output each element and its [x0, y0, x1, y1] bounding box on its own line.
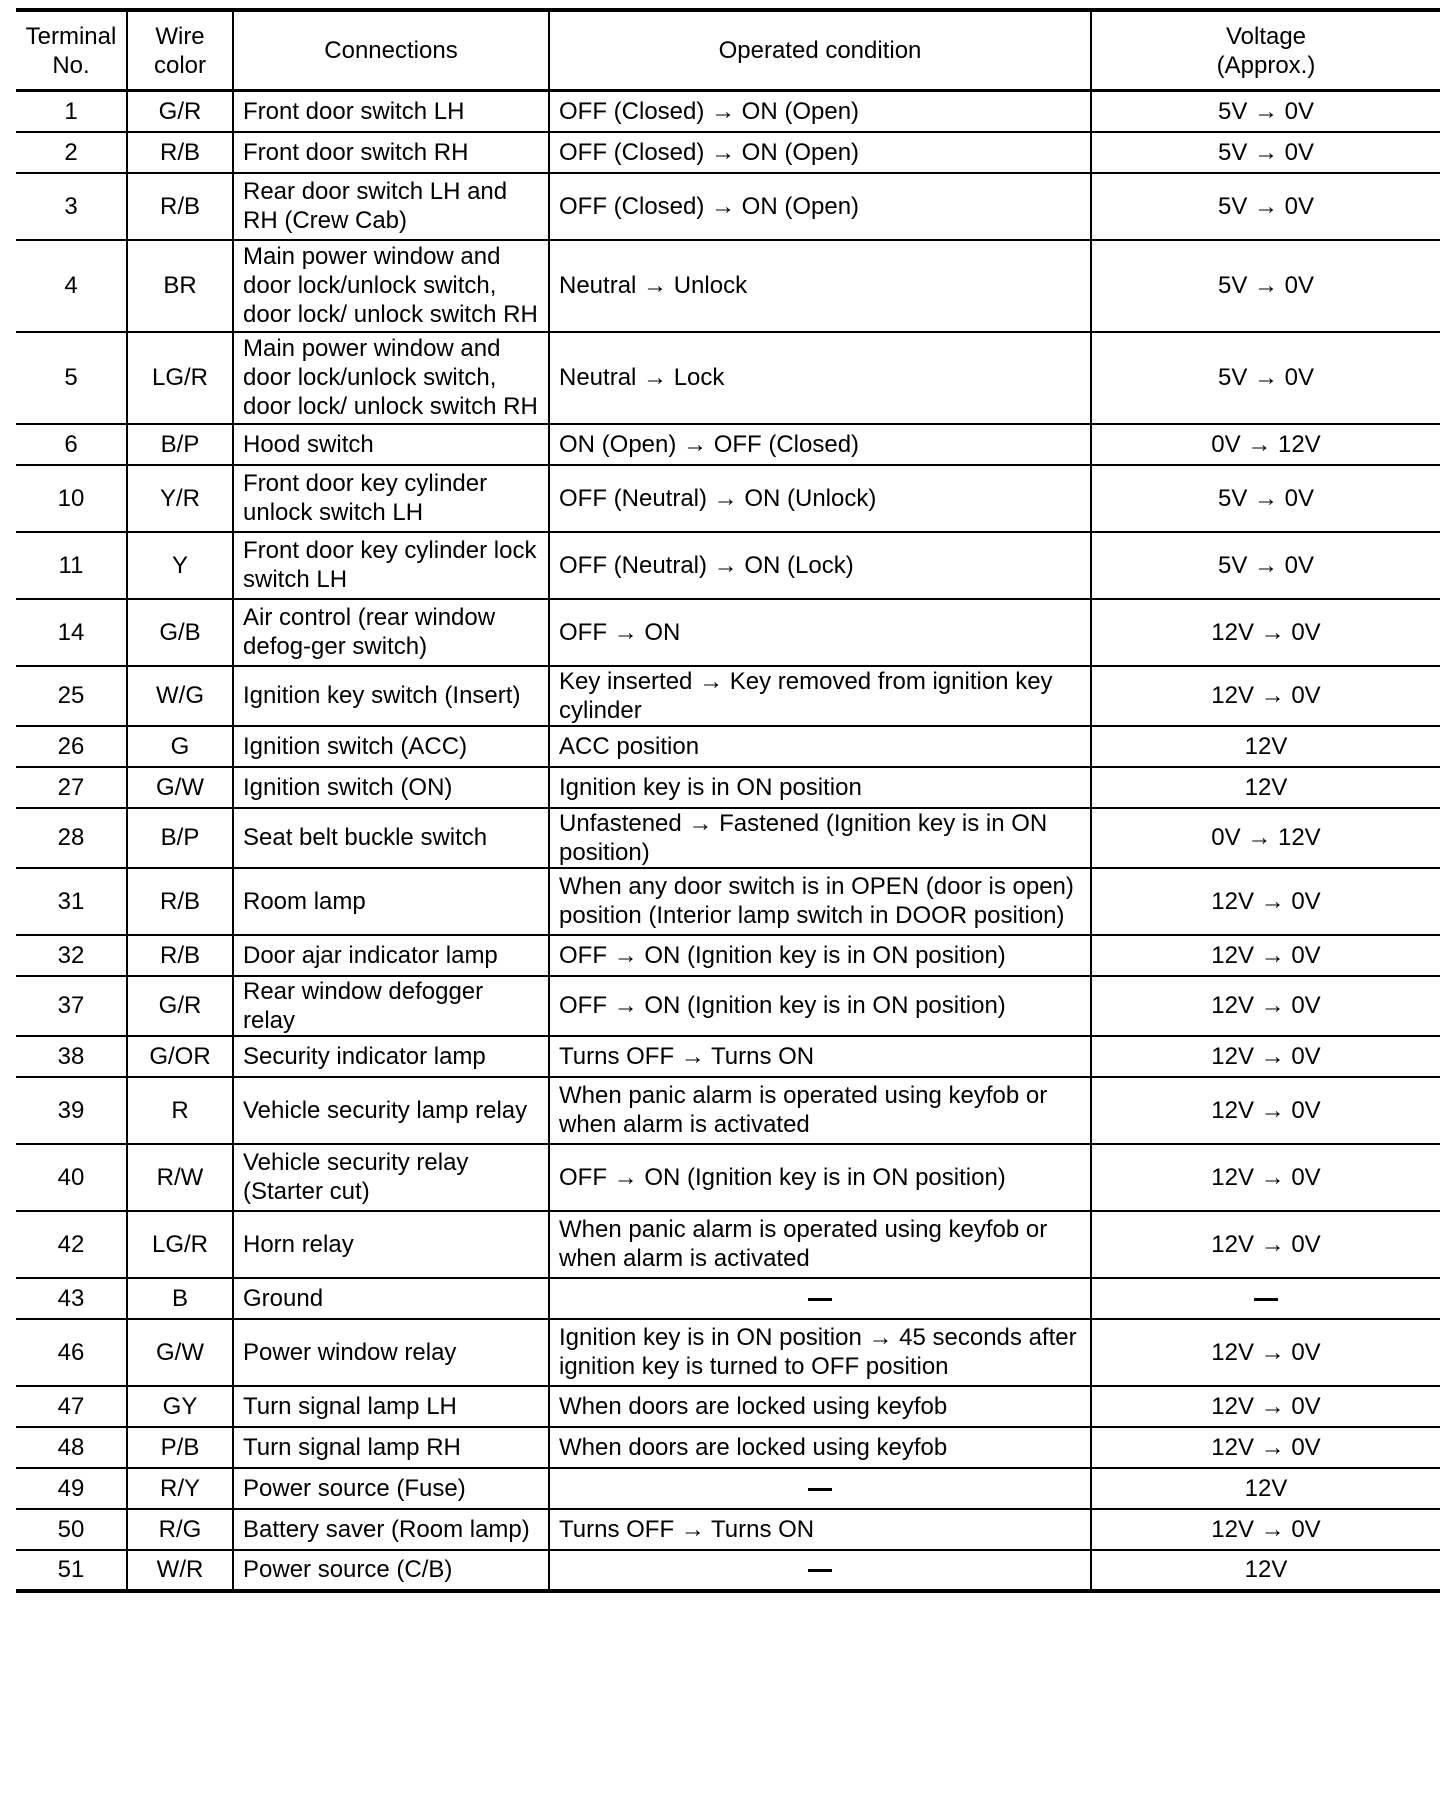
table-row	[16, 1211, 1440, 1278]
terminal-number-cell: 28	[16, 808, 127, 868]
terminal-number-cell: 6	[16, 424, 127, 465]
wire-color-cell: W/G	[127, 666, 233, 726]
table-row	[16, 976, 1440, 1036]
voltage-cell: 12V → 0V	[1091, 935, 1440, 976]
connection-cell: Ground	[233, 1278, 549, 1319]
wire-color-cell: R/B	[127, 935, 233, 976]
operated-condition-cell	[549, 1468, 1091, 1509]
dash-mark	[1254, 1298, 1278, 1301]
table-row	[16, 91, 1440, 132]
dash-mark	[808, 1298, 832, 1301]
operated-condition-cell: Unfastened → Fastened (Ignition key is in ON position)	[549, 808, 1091, 868]
table-row	[16, 1386, 1440, 1427]
operated-condition-cell: OFF (Closed) → ON (Open)	[549, 91, 1091, 132]
wire-color-cell: G/R	[127, 91, 233, 132]
connection-cell: Room lamp	[233, 868, 549, 935]
voltage-cell: 12V → 0V	[1091, 868, 1440, 935]
table-row	[16, 935, 1440, 976]
terminal-number-cell: 46	[16, 1319, 127, 1386]
voltage-cell: 0V → 12V	[1091, 424, 1440, 465]
voltage-cell: 12V → 0V	[1091, 1211, 1440, 1278]
wire-color-cell: GY	[127, 1386, 233, 1427]
table-row	[16, 808, 1440, 868]
voltage-cell: 12V → 0V	[1091, 976, 1440, 1036]
terminal-number-cell: 10	[16, 465, 127, 532]
header-row	[16, 10, 1440, 91]
terminal-number-cell: 38	[16, 1036, 127, 1077]
table-row	[16, 1077, 1440, 1144]
voltage-cell: 12V → 0V	[1091, 1077, 1440, 1144]
table-row	[16, 868, 1440, 935]
voltage-cell: 5V → 0V	[1091, 332, 1440, 424]
voltage-cell: 5V → 0V	[1091, 132, 1440, 173]
table-row	[16, 599, 1440, 666]
operated-condition-cell: OFF → ON	[549, 599, 1091, 666]
terminal-number-cell: 49	[16, 1468, 127, 1509]
connection-cell: Power source (C/B)	[233, 1550, 549, 1591]
table-row	[16, 332, 1440, 424]
wire-color-cell: R/B	[127, 173, 233, 240]
connection-cell: Vehicle security relay (Starter cut)	[233, 1144, 549, 1211]
voltage-cell: 5V → 0V	[1091, 91, 1440, 132]
wire-color-cell: G	[127, 726, 233, 767]
connection-cell: Power window relay	[233, 1319, 549, 1386]
connection-cell: Vehicle security lamp relay	[233, 1077, 549, 1144]
terminal-number-cell: 26	[16, 726, 127, 767]
dash-mark	[808, 1488, 832, 1491]
operated-condition-cell	[549, 1550, 1091, 1591]
operated-condition-cell: Turns OFF → Turns ON	[549, 1509, 1091, 1550]
operated-condition-cell: When panic alarm is operated using keyfob or when alarm is activated	[549, 1077, 1091, 1144]
connection-cell: Ignition switch (ACC)	[233, 726, 549, 767]
connection-cell: Front door switch RH	[233, 132, 549, 173]
terminal-number-cell: 48	[16, 1427, 127, 1468]
operated-condition-cell: OFF (Closed) → ON (Open)	[549, 132, 1091, 173]
terminal-number-cell: 27	[16, 767, 127, 808]
terminal-number-cell: 47	[16, 1386, 127, 1427]
connection-cell: Power source (Fuse)	[233, 1468, 549, 1509]
wire-color-cell: R/W	[127, 1144, 233, 1211]
wire-color-cell: R/Y	[127, 1468, 233, 1509]
terminal-number-cell: 31	[16, 868, 127, 935]
operated-condition-cell: When doors are locked using keyfob	[549, 1427, 1091, 1468]
operated-condition-cell: OFF → ON (Ignition key is in ON position)	[549, 1144, 1091, 1211]
voltage-cell: 0V → 12V	[1091, 808, 1440, 868]
voltage-cell: 12V → 0V	[1091, 666, 1440, 726]
table-row	[16, 726, 1440, 767]
terminal-number-cell: 51	[16, 1550, 127, 1591]
header-operated-condition: Operated condition	[549, 10, 1091, 91]
table-row	[16, 240, 1440, 332]
table-row	[16, 1468, 1440, 1509]
voltage-cell: 5V → 0V	[1091, 173, 1440, 240]
connection-cell: Battery saver (Room lamp)	[233, 1509, 549, 1550]
connection-cell: Front door switch LH	[233, 91, 549, 132]
wire-color-cell: R	[127, 1077, 233, 1144]
wire-color-cell: R/G	[127, 1509, 233, 1550]
connection-cell: Rear window defogger relay	[233, 976, 549, 1036]
wire-color-cell: B	[127, 1278, 233, 1319]
operated-condition-cell: Turns OFF → Turns ON	[549, 1036, 1091, 1077]
voltage-cell	[1091, 1278, 1440, 1319]
table-row	[16, 1278, 1440, 1319]
table-row	[16, 1036, 1440, 1077]
table-row	[16, 1427, 1440, 1468]
operated-condition-cell: OFF (Neutral) → ON (Lock)	[549, 532, 1091, 599]
table-row	[16, 1144, 1440, 1211]
operated-condition-cell: OFF (Neutral) → ON (Unlock)	[549, 465, 1091, 532]
table-row	[16, 1550, 1440, 1591]
connection-cell: Main power window and door lock/unlock switch, door lock/ unlock switch RH	[233, 240, 549, 332]
table-row	[16, 1509, 1440, 1550]
dash-mark	[808, 1569, 832, 1572]
operated-condition-cell: ON (Open) → OFF (Closed)	[549, 424, 1091, 465]
wire-color-cell: G/W	[127, 1319, 233, 1386]
terminal-number-cell: 11	[16, 532, 127, 599]
connection-cell: Turn signal lamp LH	[233, 1386, 549, 1427]
table-row	[16, 173, 1440, 240]
table-row	[16, 666, 1440, 726]
table-row	[16, 532, 1440, 599]
operated-condition-cell: Neutral → Lock	[549, 332, 1091, 424]
connection-cell: Rear door switch LH and RH (Crew Cab)	[233, 173, 549, 240]
voltage-cell: 12V	[1091, 1550, 1440, 1591]
voltage-cell: 12V → 0V	[1091, 1144, 1440, 1211]
wire-color-cell: BR	[127, 240, 233, 332]
terminal-number-cell: 39	[16, 1077, 127, 1144]
voltage-cell: 12V	[1091, 726, 1440, 767]
connection-cell: Hood switch	[233, 424, 549, 465]
connection-cell: Seat belt buckle switch	[233, 808, 549, 868]
voltage-cell: 12V	[1091, 1468, 1440, 1509]
terminal-number-cell: 1	[16, 91, 127, 132]
voltage-cell: 12V → 0V	[1091, 1036, 1440, 1077]
connection-cell: Door ajar indicator lamp	[233, 935, 549, 976]
wire-color-cell: LG/R	[127, 332, 233, 424]
connection-cell: Air control (rear window defog-ger switch)	[233, 599, 549, 666]
voltage-cell: 12V → 0V	[1091, 1427, 1440, 1468]
operated-condition-cell: OFF → ON (Ignition key is in ON position)	[549, 935, 1091, 976]
wire-color-cell: Y	[127, 532, 233, 599]
wire-color-cell: G/W	[127, 767, 233, 808]
connection-cell: Ignition switch (ON)	[233, 767, 549, 808]
terminal-number-cell: 25	[16, 666, 127, 726]
voltage-cell: 12V → 0V	[1091, 599, 1440, 666]
operated-condition-cell: Ignition key is in ON position	[549, 767, 1091, 808]
operated-condition-cell: ACC position	[549, 726, 1091, 767]
operated-condition-cell: When doors are locked using keyfob	[549, 1386, 1091, 1427]
voltage-cell: 12V → 0V	[1091, 1509, 1440, 1550]
terminal-number-cell: 2	[16, 132, 127, 173]
connection-cell: Security indicator lamp	[233, 1036, 549, 1077]
terminal-number-cell: 4	[16, 240, 127, 332]
wire-color-cell: Y/R	[127, 465, 233, 532]
header-wire-color: Wire color	[127, 10, 233, 91]
operated-condition-cell: When panic alarm is operated using keyfob or when alarm is activated	[549, 1211, 1091, 1278]
wire-color-cell: R/B	[127, 132, 233, 173]
terminal-number-cell: 3	[16, 173, 127, 240]
table-row	[16, 767, 1440, 808]
terminal-number-cell: 42	[16, 1211, 127, 1278]
operated-condition-cell: OFF (Closed) → ON (Open)	[549, 173, 1091, 240]
connection-cell: Front door key cylinder lock switch LH	[233, 532, 549, 599]
connection-cell: Ignition key switch (Insert)	[233, 666, 549, 726]
wire-color-cell: G/R	[127, 976, 233, 1036]
operated-condition-cell: Neutral → Unlock	[549, 240, 1091, 332]
connection-cell: Front door key cylinder unlock switch LH	[233, 465, 549, 532]
header-connections: Connections	[233, 10, 549, 91]
operated-condition-cell: OFF → ON (Ignition key is in ON position)	[549, 976, 1091, 1036]
wire-color-cell: G/B	[127, 599, 233, 666]
header-terminal: Terminal No.	[16, 10, 127, 91]
voltage-cell: 12V → 0V	[1091, 1386, 1440, 1427]
wire-color-cell: B/P	[127, 424, 233, 465]
wire-color-cell: R/B	[127, 868, 233, 935]
voltage-cell: 5V → 0V	[1091, 465, 1440, 532]
voltage-cell: 12V → 0V	[1091, 1319, 1440, 1386]
table-row	[16, 1319, 1440, 1386]
operated-condition-cell: Key inserted → Key removed from ignition key cylinder	[549, 666, 1091, 726]
terminal-number-cell: 32	[16, 935, 127, 976]
operated-condition-cell: Ignition key is in ON position → 45 seconds after ignition key is turned to OFF position	[549, 1319, 1091, 1386]
table-row	[16, 132, 1440, 173]
terminal-number-cell: 5	[16, 332, 127, 424]
terminal-number-cell: 40	[16, 1144, 127, 1211]
table-row	[16, 424, 1440, 465]
header-voltage: Voltage (Approx.)	[1091, 10, 1440, 91]
operated-condition-cell: When any door switch is in OPEN (door is open) position (Interior lamp switch in DOOR position)	[549, 868, 1091, 935]
wire-color-cell: G/OR	[127, 1036, 233, 1077]
connection-cell: Turn signal lamp RH	[233, 1427, 549, 1468]
wire-color-cell: P/B	[127, 1427, 233, 1468]
wire-color-cell: LG/R	[127, 1211, 233, 1278]
terminal-table	[16, 8, 1440, 1593]
operated-condition-cell	[549, 1278, 1091, 1319]
terminal-number-cell: 37	[16, 976, 127, 1036]
connection-cell: Horn relay	[233, 1211, 549, 1278]
terminal-number-cell: 43	[16, 1278, 127, 1319]
wire-color-cell: B/P	[127, 808, 233, 868]
voltage-cell: 12V	[1091, 767, 1440, 808]
terminal-number-cell: 14	[16, 599, 127, 666]
voltage-cell: 5V → 0V	[1091, 532, 1440, 599]
terminal-number-cell: 50	[16, 1509, 127, 1550]
wire-color-cell: W/R	[127, 1550, 233, 1591]
connection-cell: Main power window and door lock/unlock switch, door lock/ unlock switch RH	[233, 332, 549, 424]
table-row	[16, 465, 1440, 532]
voltage-cell: 5V → 0V	[1091, 240, 1440, 332]
